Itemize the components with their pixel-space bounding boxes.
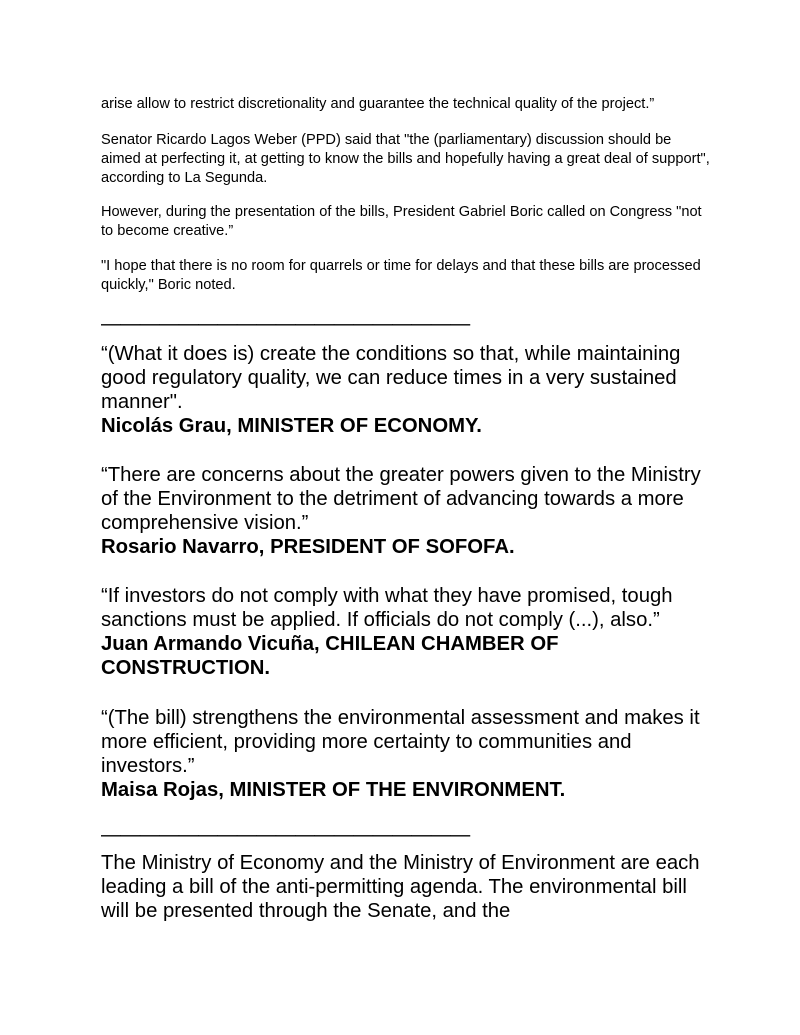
quote-block-grau	[101, 342, 711, 438]
quote-block-vicuna	[101, 584, 711, 680]
quote-text: “(The bill) strengthens the environmental assessment and makes it more efficient, providing more certainty to communities and investors.”	[101, 707, 700, 777]
quote-text: “(What it does is) create the conditions so that, while maintaining good regulatory quality, we can reduce times in a very sustained manner".	[101, 343, 681, 413]
quote-block-rojas	[101, 706, 711, 802]
quote-attribution: Maisa Rojas, MINISTER OF THE ENVIRONMENT.	[101, 779, 566, 801]
paragraph-boric-quote: "I hope that there is no room for quarrels or time for delays and that these bills are processed quickly," Boric noted.	[101, 258, 701, 293]
paragraph-continuation: arise allow to restrict discretionality and guarantee the technical quality of the project.”	[101, 96, 655, 112]
paragraph-lagos-weber: Senator Ricardo Lagos Weber (PPD) said that "the (parliamentary) discussion should be aimed at perfecting it, at getting to know the bills and hopefully having a great deal of support", according to La Segunda.	[101, 132, 710, 186]
quote-attribution: Rosario Navarro, PRESIDENT OF SOFOFA.	[101, 536, 515, 558]
separator-line-top: ———————————————————	[101, 313, 470, 335]
quote-block-navarro	[101, 463, 711, 559]
quote-attribution: Nicolás Grau, MINISTER OF ECONOMY.	[101, 415, 482, 437]
separator-line-bottom: ———————————————————	[101, 824, 470, 846]
quote-attribution: Juan Armando Vicuña, CHILEAN CHAMBER OF CONSTRUCTION.	[101, 633, 559, 679]
paragraph-boric-presentation: However, during the presentation of the bills, President Gabriel Boric called on Congress "not to become creative.”	[101, 204, 702, 239]
quote-text: “If investors do not comply with what they have promised, tough sanctions must be applied. If officials do not comply (...), also.”	[101, 585, 673, 631]
quote-text: “There are concerns about the greater powers given to the Ministry of the Environment to the detriment of advancing towards a more comprehensive vision.”	[101, 464, 701, 534]
closing-paragraph: The Ministry of Economy and the Ministry of Environment are each leading a bill of the anti-permitting agenda. The environmental bill will be presented through the Senate, and the	[101, 852, 700, 922]
